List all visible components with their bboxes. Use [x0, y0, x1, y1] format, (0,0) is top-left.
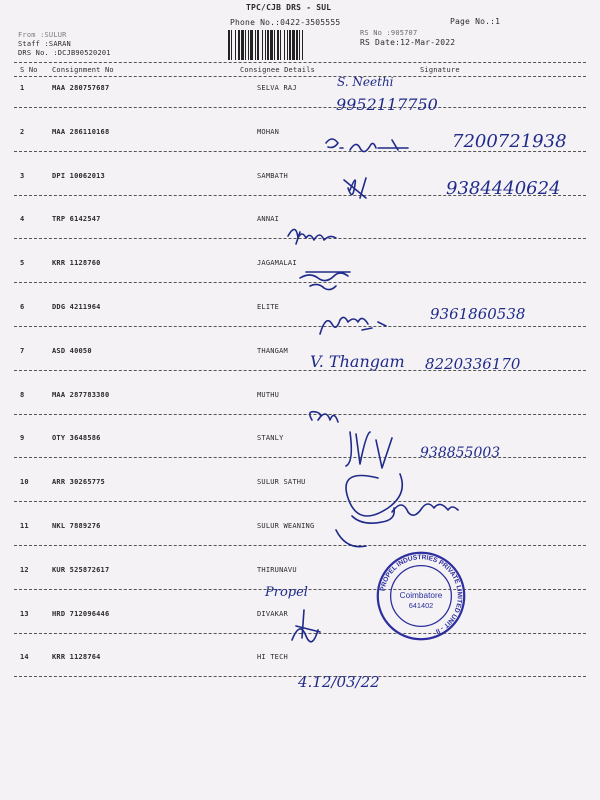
signature-annai [288, 229, 336, 244]
row-serial-number: 11 [20, 522, 29, 530]
rs-date: RS Date:12-Mar-2022 [360, 38, 456, 47]
row-serial-number: 2 [20, 127, 25, 136]
col-sno: S No [20, 66, 38, 74]
consignment-number: KUR 525872617 [52, 565, 110, 574]
row-serial-number: 3 [20, 171, 25, 180]
consignment-number: NKL 7889276 [52, 522, 101, 530]
consignee-name: THIRUNAVU [257, 565, 297, 574]
phone-number: Phone No.:0422-3505555 [230, 18, 341, 27]
consignee-name: DIVAKAR [257, 609, 288, 618]
row-divider [14, 633, 586, 634]
row-serial-number: 4 [20, 215, 25, 224]
row-serial-number: 8 [20, 390, 25, 399]
signature-divakar [292, 610, 320, 642]
col-consignee: Consignee Details [240, 66, 316, 74]
handwritten-signature: V. Thangam [310, 352, 405, 371]
consignment-number: MAA 287783380 [52, 390, 110, 399]
row-divider [14, 238, 586, 239]
row-serial-number: 1 [20, 84, 25, 92]
sheet-title: TPC/CJB DRS - SUL [246, 3, 332, 12]
consignment-number: MAA 280757687 [52, 84, 110, 92]
row-serial-number: 9 [20, 434, 25, 443]
row-serial-number: 7 [20, 346, 25, 355]
row-serial-number: 12 [20, 565, 29, 574]
row-divider [14, 501, 586, 502]
company-stamp [375, 550, 467, 642]
row-serial-number: 6 [20, 303, 25, 311]
consignment-number: ASD 40050 [52, 346, 92, 355]
consignee-name: SELVA RAJ [257, 84, 297, 92]
consignee-name: ANNAI [257, 215, 280, 224]
row-divider [14, 414, 586, 415]
staff-name: Staff :SARAN [18, 40, 71, 48]
consignee-name: THANGAM [257, 346, 288, 355]
drs-number: DRS No. :DCJB90520201 [18, 49, 111, 57]
barcode-bar [303, 30, 306, 60]
handwritten-phone: 7200721938 [452, 131, 567, 152]
handwritten-name: S. Neethi [337, 75, 394, 89]
consignment-number: OTY 3648586 [52, 434, 101, 443]
consignment-number: ARR 30265775 [52, 478, 105, 487]
barcode [228, 30, 354, 60]
stamp-ring-text: PROPEL INDUSTRIES PRIVATE LIMITED UNIT - II [379, 554, 463, 635]
row-divider [14, 326, 586, 327]
stamp-pin: 641402 [408, 600, 434, 610]
handwritten-phone: 9361860538 [430, 305, 526, 323]
row-divider [14, 282, 586, 283]
consignee-name: SULUR SATHU [257, 478, 306, 487]
consignee-name: SAMBATH [257, 171, 288, 180]
consignment-number: DDG 4211964 [52, 303, 101, 311]
handwritten-signature: Propel [265, 585, 308, 600]
row-divider [14, 457, 586, 458]
consignee-name: MUTHU [257, 390, 280, 399]
handwritten-phone: 9384440624 [446, 178, 561, 199]
signature-jagamalai [300, 272, 350, 290]
consignee-name: MOHAN [257, 127, 280, 136]
col-signature: Signature [420, 66, 460, 74]
consignment-number: DPI 10062013 [52, 171, 105, 180]
consignee-name: STANLY [257, 434, 284, 443]
row-divider [14, 107, 586, 108]
handwritten-phone: 8220336170 [425, 355, 521, 373]
row-serial-number: 5 [20, 259, 25, 268]
from-branch: From :SULUR [18, 31, 67, 39]
handwritten-date: 4.12/03/22 [298, 673, 380, 691]
consignment-number: KRR 1128764 [52, 653, 101, 662]
row-serial-number: 10 [20, 478, 29, 487]
page-number: Page No.:1 [450, 17, 501, 26]
consignee-name: JAGAMALAI [257, 259, 297, 268]
row-serial-number: 14 [20, 653, 29, 662]
signature-weaning [392, 504, 458, 515]
divider [14, 76, 586, 77]
consignment-number: HRD 712096446 [52, 609, 110, 618]
signature-sathu [336, 474, 402, 547]
col-consignment: Consignment No [52, 66, 114, 74]
consignee-name: ELITE [257, 303, 280, 311]
divider [14, 62, 586, 63]
consignment-number: MAA 286110168 [52, 127, 110, 136]
row-serial-number: 13 [20, 609, 29, 618]
consignment-number: KRR 1128760 [52, 259, 101, 268]
signature-stanly [346, 432, 392, 468]
row-divider [14, 545, 586, 546]
consignment-number: TRP 6142547 [52, 215, 101, 224]
stamp-city: Coimbatore [399, 590, 443, 600]
handwritten-phone: 938855003 [420, 445, 501, 461]
consignee-name: HI TECH [257, 653, 288, 662]
handwritten-phone: 9952117750 [336, 95, 438, 114]
rs-number: RS No :905707 [360, 29, 418, 37]
signature-mohan [326, 139, 408, 152]
consignee-name: SULUR WEANING [257, 522, 315, 530]
